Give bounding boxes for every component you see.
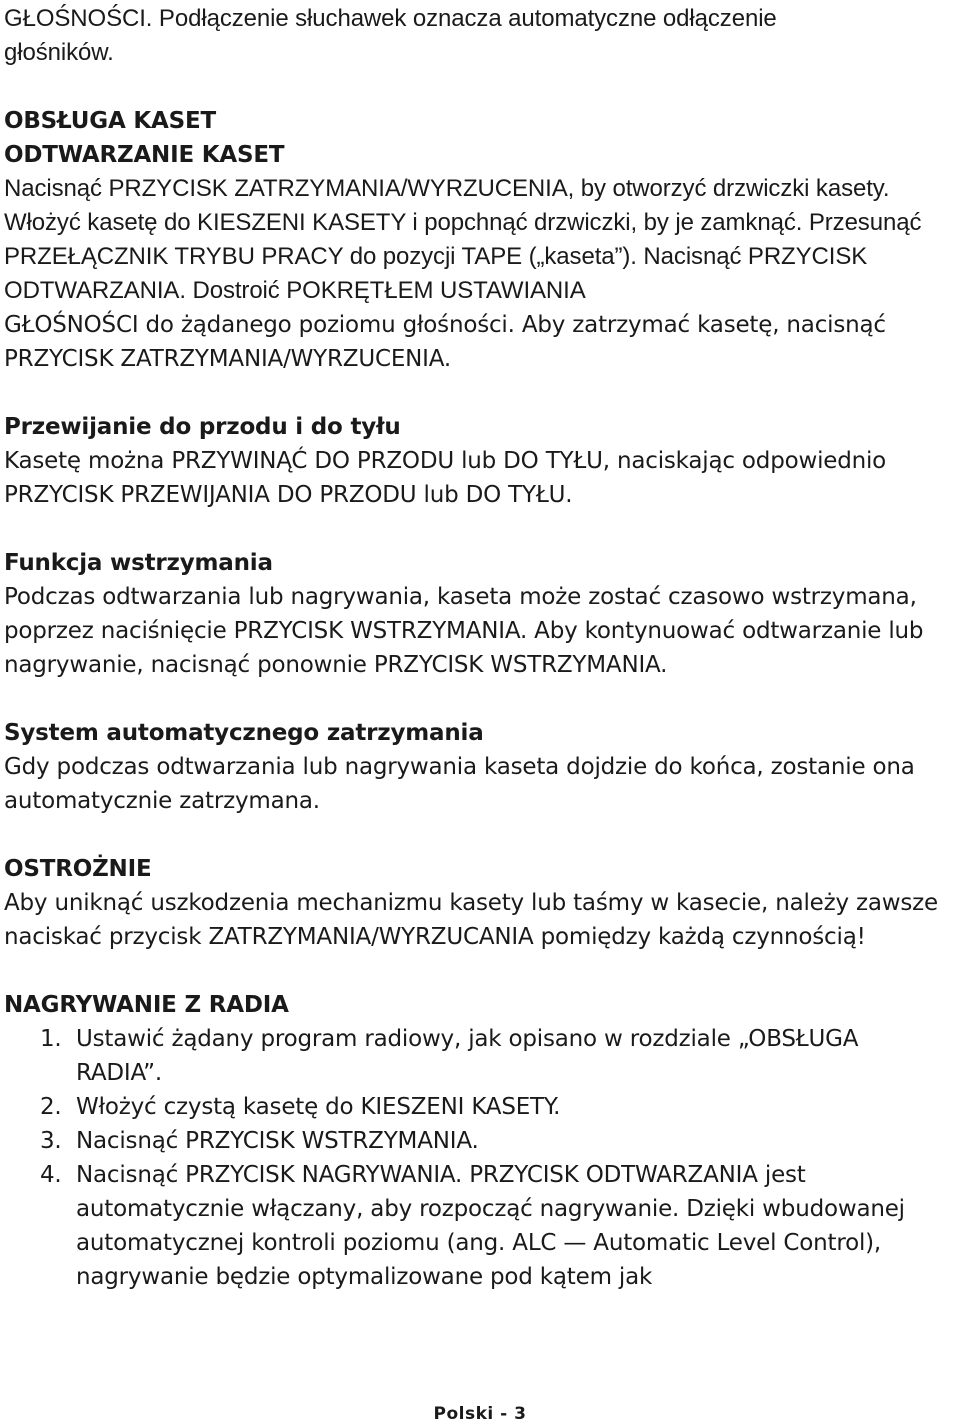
section-title-radio-recording: NAGRYWANIE Z RADIA	[4, 992, 289, 1018]
list-item	[40, 1124, 949, 1158]
section-title-winding: Przewijanie do przodu i do tyłu	[4, 414, 401, 440]
page-footer: Polski - 3	[433, 1404, 527, 1424]
list-item	[40, 1090, 949, 1124]
radio-recording-steps	[4, 1022, 949, 1294]
section-title-playback: ODTWARZANIE KASET	[4, 142, 285, 168]
playback-text-part-2: GŁOŚNOŚCI do żądanego poziomu głośności. Aby zatrzymać kasetę, nacisnąć PRZYCISK ZATRZYMANIA/WYRZUCENIA.	[4, 312, 886, 372]
step-text: Ustawić żądany program radiowy, jak opisano w rozdziale „OBSŁUGA RADIA”.	[76, 1026, 859, 1086]
step-text: Nacisnąć PRZYCISK WSTRZYMANIA.	[76, 1128, 479, 1154]
step-number: 3.	[40, 1128, 62, 1154]
playback-text-part-1: Nacisnąć PRZYCISK ZATRZYMANIA/WYRZUCENIA, by otworzyć drzwiczki kasety. Włożyć kasetę do KIESZENI KASETY i popchnąć drzwiczki, by je zamknąć. Przesunąć PRZEŁĄCZNIK TRYBU PRACY do pozycji TAPE („kaseta”). Nacisnąć PRZYCISK ODTWARZANIA. Dostroić POKRĘTŁEM USTAWIANIA	[4, 175, 922, 304]
list-item	[40, 1022, 949, 1090]
intro-line-1: GŁOŚNOŚCI. Podłączenie słuchawek oznacza automatyczne odłączenie	[4, 5, 777, 32]
step-number: 1.	[40, 1026, 62, 1052]
section-title-pause: Funkcja wstrzymania	[4, 550, 273, 576]
document-page	[4, 2, 949, 1294]
step-text: Nacisnąć PRZYCISK NAGRYWANIA. PRZYCISK ODTWARZANIA jest automatycznie włączany, aby rozpocząć nagrywanie. Dzięki wbudowanej automatycznej kontroli poziomu (ang. ALC — Automatic Level Control), nagrywanie będzie optymalizowane pod kątem jak	[76, 1162, 905, 1290]
step-number: 4.	[40, 1162, 62, 1188]
caution-text: Aby uniknąć uszkodzenia mechanizmu kasety lub taśmy w kasecie, należy zawsze naciskać przycisk ZATRZYMANIA/WYRZUCANIA pomiędzy każdą czynnością!	[4, 890, 938, 950]
section-title-autostop: System automatycznego zatrzymania	[4, 720, 484, 746]
pause-text: Podczas odtwarzania lub nagrywania, kaseta może zostać czasowo wstrzymana, poprzez naciśnięcie PRZYCISK WSTRZYMANIA. Aby kontynuować odtwarzanie lub nagrywanie, nacisnąć ponownie PRZYCISK WSTRZYMANIA.	[4, 584, 924, 678]
autostop-text: Gdy podczas odtwarzania lub nagrywania kaseta dojdzie do końca, zostanie ona automatycznie zatrzymana.	[4, 754, 915, 814]
section-title-caution: OSTROŻNIE	[4, 856, 152, 882]
list-item	[40, 1158, 949, 1294]
step-number: 2.	[40, 1094, 62, 1120]
step-text: Włożyć czystą kasetę do KIESZENI KASETY.	[76, 1094, 561, 1120]
intro-line-2: głośników.	[4, 39, 114, 66]
section-title-cassette: OBSŁUGA KASET	[4, 108, 216, 134]
winding-text: Kasetę można PRZYWINĄĆ DO PRZODU lub DO TYŁU, naciskając odpowiednio PRZYCISK PRZEWIJANIA DO PRZODU lub DO TYŁU.	[4, 448, 887, 508]
